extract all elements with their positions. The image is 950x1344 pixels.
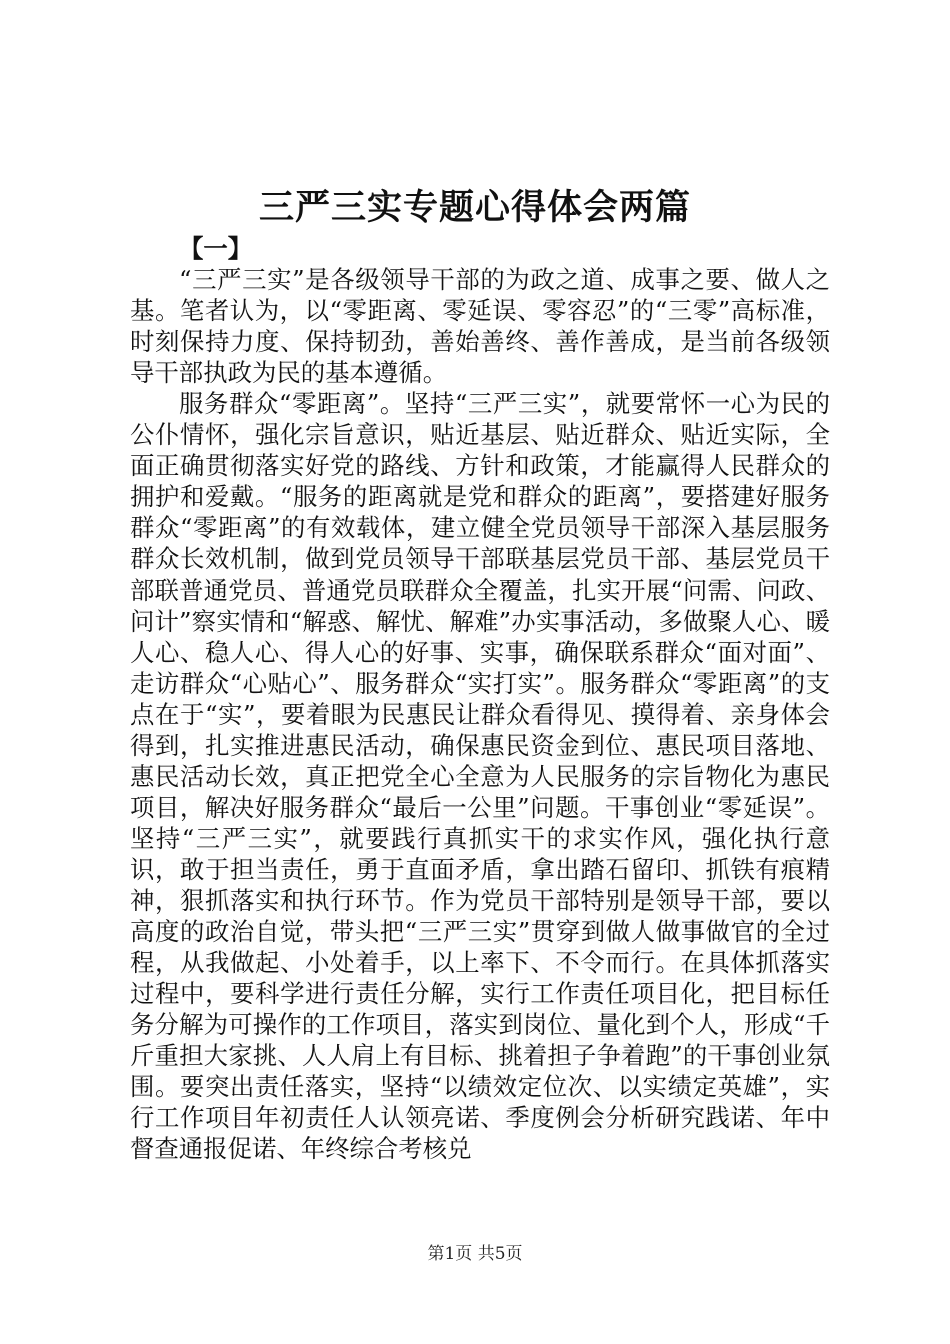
- document-title: 三严三实专题心得体会两篇: [258, 187, 691, 228]
- paragraph-main: 服务群众“零距离”。坚持“三严三实”，就要常怀一心为民的公仆情怀，强化宗旨意识，贴近基层、贴近群众、贴近实际，全面正确贯彻落实好党的路线、方针和政策，才能赢得人民群众的拥护和爱戴。“服务的距离就是党和群众的距离”，要搭建好服务群众“零距离”的有效载体，建立健全党员领导干部深入基层服务群众长效机制，做到党员领导干部联基层党员干部、基层党员干部联普通党员、普通党员联群众全覆盖，扎实开展“问需、问政、问计”察实情和“解惑、解忧、解难”办实事活动，多做聚人心、暖人心、稳人心、得人心的好事、实事，确保联系群众“面对面”、走访群众“心贴心”、服务群众“实打实”。服务群众“零距离”的支点在于“实”，要着眼为民惠民让群众看得见、摸得着、亲身体会得到，扎实推进惠民活动，确保惠民资金到位、惠民项目落地、惠民活动长效，真正把党全心全意为人民服务的宗旨物化为惠民项目，解决好服务群众“最后一公里”问题。干事创业“零延误”。坚持“三严三实”，就要践行真抓实干的求实作风，强化执行意识，敢于担当责任，勇于直面矛盾，拿出踏石留印、抓铁有痕精神，狠抓落实和执行环节。作为党员干部特别是领导干部，要以高度的政治自觉，带头把“三严三实”贯穿到做人做事做官的全过程，从我做起、小处着手，以上率下、不令而行。在具体抓落实过程中，要科学进行责任分解，实行工作责任项目化，把目标任务分解为可操作的工作项目，落实到岗位、量化到个人，形成“千斤重担大家挑、人人肩上有目标、挑着担子争着跑”的干事创业氛围。要突出责任落实，坚持“以绩效定位次、以实绩定英雄”，实行工作项目年初责任人认领亮诺、季度例会分析研究践诺、年中督查通报促诺、年终综合考核兑: [130, 389, 830, 1164]
- document-body: [130, 233, 830, 1164]
- paragraph-intro: “三严三实”是各级领导干部的为政之道、成事之要、做人之基。笔者认为，以“零距离、零延误、零容忍”的“三零”高标准，时刻保持力度、保持韧劲，善始善终、善作善成，是当前各级领导干部执政为民的基本遵循。: [130, 265, 830, 388]
- page-footer: 第1页 共5页: [427, 1244, 523, 1264]
- section-marker: 【一】: [179, 234, 253, 263]
